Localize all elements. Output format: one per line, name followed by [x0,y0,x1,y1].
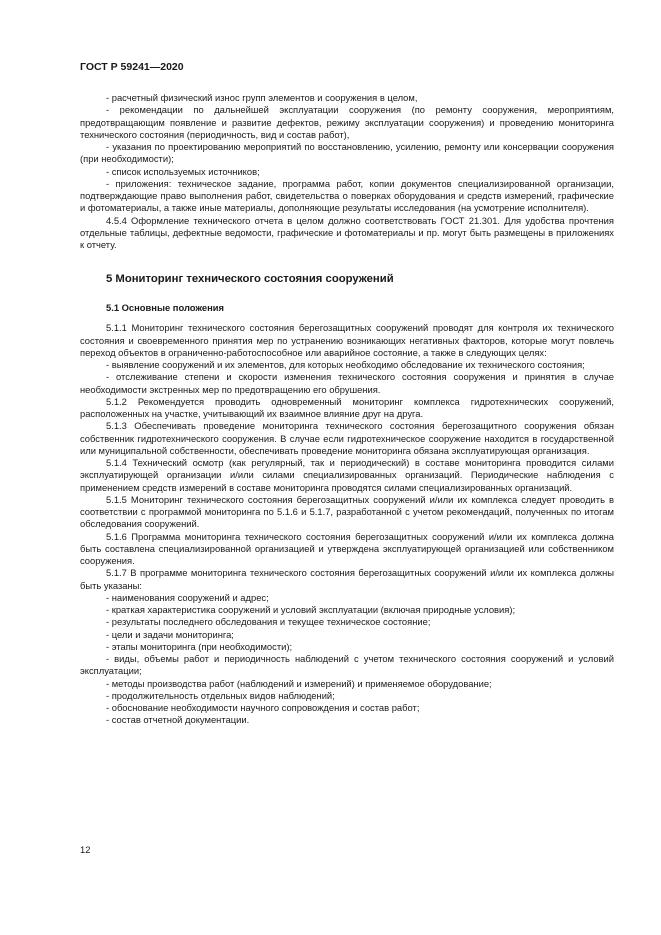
paragraph-5-1-1: 5.1.1 Мониторинг технического состояния берегозащитных сооружений проводят для контроля их технического состояния и своевременного принятия мер по устранению возникающих негативных факторов, которые могут повлечь переход объектов в ограниченно-работоспособное или аварийное состояние, а также в следующих целях: [80,322,614,358]
list-item: - отслеживание степени и скорости изменения технического состояния сооружения и принятия в случае необходимости экстренных мер по предотвращению его обрушения. [80,371,614,395]
list-item: - рекомендации по дальнейшей эксплуатации сооружения (по ремонту сооружения, мероприятиям, предотвращающим появление и развитие дефектов, режиму эксплуатации сооружения) и проведению мониторинга технического состояния (периодичность, вид и состав работ), [80,104,614,140]
list-item: - список используемых источников; [106,165,260,177]
page-number: 12 [80,844,91,855]
list-item: - выявление сооружений и их элементов, для которых необходимо обследование их технического состояния; [106,359,585,370]
paragraph-5-1-5: 5.1.5 Мониторинг технического состояния берегозащитных сооружений и/или их комплекса следует проводить в соответствии с программой мониторинга по 5.1.6 и 5.1.7, разработанной с учетом рекомендаций, полученных по итогам обследования сооружений. [80,493,614,530]
list-item: - указания по проектированию мероприятий по восстановлению, усилению, ремонту или консервации сооружения (при необходимости); [80,141,614,165]
list-item: - методы производства работ (наблюдений и измерений) и применяемое оборудование; [106,677,492,689]
list-item: - состав отчетной документации. [106,714,250,726]
paragraph-5-1-4: 5.1.4 Технический осмотр (как регулярный, так и периодический) в составе мониторинга проводится силами эксплуатирующей организации и/или силами специализированных организаций. Периодические наблюдения с применением средств измерений в составе мониторинга проводятся силами специализированных организаций. [80,457,614,493]
list-item: - виды, объемы работ и периодичность наблюдений с учетом технического состояния сооружений и условий эксплуатации; [80,653,614,677]
list-item: - продолжительность отдельных видов наблюдений; [106,689,335,701]
subsection-title: 5.1 Основные положения [106,302,225,314]
list-item: - приложения: техническое задание, программа работ, копии документов специализированной организации, подтверждающие право выполнения работ, свидетельства о поверках оборудования и средств измерений, графические и фотоматериалы, а также иные материалы, дополняющие результаты исследования (на усмотрение исполнителя). [80,177,614,214]
list-item: - обоснование необходимости научного сопровождения и состав работ; [106,702,420,713]
list-item: - цели и задачи мониторинга; [106,628,234,640]
list-item: - наименования сооружений и адрес; [106,591,269,603]
paragraph-5-1-6: 5.1.6 Программа мониторинга технического состояния берегозащитных сооружений и/или их комплекса должна быть составлена специализированной организацией и утверждена эксплуатирующей организацией или собственником сооружения. [80,530,614,566]
paragraph-4-5-4: 4.5.4 Оформление технического отчета в целом должно соответствовать ГОСТ 21.301. Для удобства прочтения отдельные таблицы, дефектные ведомости, графические и фотоматериалы и пр. могут быть размещены в приложениях к отчету. [80,214,614,250]
list-item: - расчетный физический износ групп элементов и сооружения в целом, [106,92,418,103]
list-item: - результаты последнего обследования и текущее техническое состояние; [106,616,431,628]
paragraph-5-1-3: 5.1.3 Обеспечивать проведение мониторинга технического состояния берегозащитного сооружения обязан собственник гидротехнического сооружения. В случае если гидротехническое сооружение находится в государственной или муниципальной собственности, обеспечивать проведение мониторинга обязана эксплуатирующая организация. [80,420,614,456]
list-item: - этапы мониторинга (при необходимости); [106,640,293,652]
paragraph-5-1-7: 5.1.7 В программе мониторинга технического состояния берегозащитных сооружений и/или их комплекса должны быть указаны: [80,567,614,591]
list-item: - краткая характеристика сооружений и условий эксплуатации (включая природные условия); [106,604,516,615]
section-title: 5 Мониторинг технического состояния сооружений [106,273,394,286]
document-body [80,92,614,727]
standard-header: ГОСТ Р 59241—2020 [80,61,184,73]
paragraph-5-1-2: 5.1.2 Рекомендуется проводить одновременный мониторинг комплекса гидротехнических сооружений, расположенных на участке, учитывающий их взаимное влияние друг на друга. [80,395,614,419]
